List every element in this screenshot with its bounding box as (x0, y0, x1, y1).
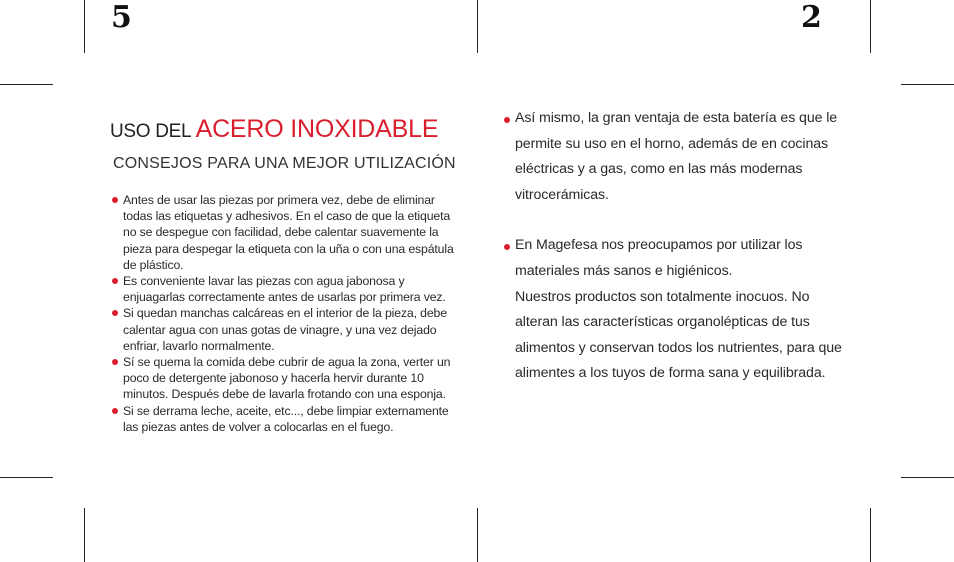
info-list (503, 106, 848, 412)
bullet-icon (112, 197, 118, 203)
list-item-text: Sí se quema la comida debe cubrir de agua la zona, verter un poco de detergente jabonoso y hacerla hervir durante 10 minutos. Después debe de lavarla frotando con una esponja. (123, 355, 451, 402)
crop-mark-top-left (84, 0, 85, 53)
list-item-text: En Magefesa nos preocupamos por utilizar los materiales más sanos e higiénicos. (515, 237, 803, 279)
crop-mark-left-upper (0, 84, 53, 85)
bullet-icon (504, 117, 510, 123)
bullet-icon (112, 408, 118, 414)
crop-mark-right-lower (901, 477, 954, 478)
list-item (503, 106, 848, 208)
list-item (110, 273, 455, 305)
list-item-text: Si se derrama leche, aceite, etc..., debe limpiar externamente las piezas antes de volver a colocarlas en el fuego. (123, 403, 449, 434)
list-item-paragraph: Nuestros productos son totalmente inocuos. No alteran las características organolépticas de tus alimentos y conservan todos los nutrientes, para que alimentes a los tuyos de forma sana y equilibrada. (515, 288, 842, 382)
page-title (110, 111, 438, 151)
tips-list (110, 192, 455, 435)
crop-mark-bottom-center (477, 508, 478, 562)
title-accent: ACERO INOXIDABLE (195, 115, 439, 143)
title-prefix: USO DEL (110, 121, 196, 142)
list-item-text: Así mismo, la gran ventaja de esta batería es que le permite su uso en el horno, además de en cocinas eléctricas y a gas, como en las más modernas vitrocerámicas. (515, 110, 838, 203)
crop-mark-top-center (477, 0, 478, 53)
list-item (110, 354, 455, 403)
bullet-icon (112, 310, 118, 316)
list-item (110, 192, 455, 273)
list-item (503, 233, 848, 387)
page-subtitle: CONSEJOS PARA UNA MEJOR UTILIZACIÓN (113, 155, 456, 172)
crop-mark-right-upper (901, 84, 954, 85)
crop-mark-top-right (870, 0, 871, 53)
list-item (110, 305, 455, 354)
list-item-text: Es conveniente lavar las piezas con agua jabonosa y enjuagarlas correctamente antes de usarlas por primera vez. (123, 274, 446, 305)
list-item (110, 403, 455, 435)
crop-mark-bottom-left (84, 508, 85, 562)
bullet-icon (504, 244, 510, 250)
bullet-icon (112, 278, 118, 284)
list-item-text: Si quedan manchas calcáreas en el interior de la pieza, debe calentar agua con unas gotas de vinagre, y una vez dejado enfriar, lavarlo normalmente. (123, 306, 447, 353)
list-item-text: Antes de usar las piezas por primera vez, debe de eliminar todas las etiquetas y adhesivos. En el caso de que la etiqueta no se despegue con facilidad, debe calentar suavemente la pieza para despegar la etiqueta con la uña o con una espátula de plástico. (123, 193, 454, 272)
page-number-right: 2 (801, 0, 822, 35)
crop-mark-bottom-right (870, 508, 871, 562)
page-number-left: 5 (111, 0, 132, 35)
crop-mark-left-lower (0, 477, 53, 478)
bullet-icon (112, 359, 118, 365)
